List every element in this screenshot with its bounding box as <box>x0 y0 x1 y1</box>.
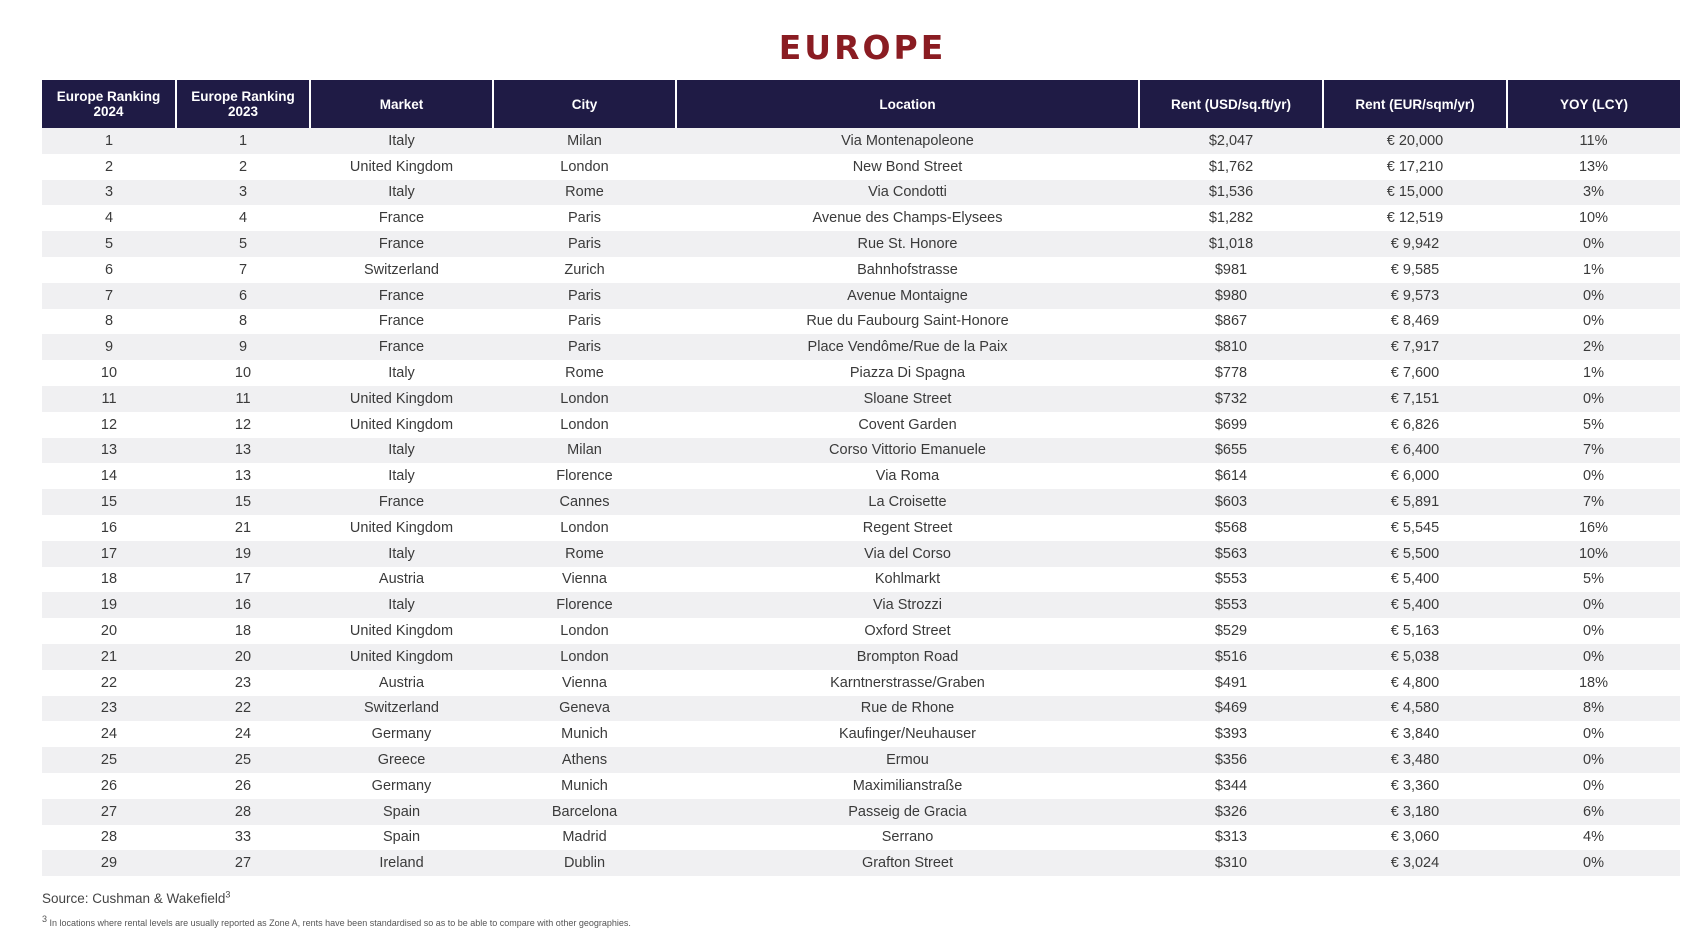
cell-rank-2023: 19 <box>176 541 310 567</box>
table-row <box>42 180 1680 206</box>
cell-location: La Croisette <box>676 489 1139 515</box>
source-text: Source: Cushman & Wakefield <box>42 891 226 906</box>
cell-city: Paris <box>493 231 676 257</box>
cell-city: Vienna <box>493 567 676 593</box>
cell-rent-usd: $516 <box>1139 644 1323 670</box>
cell-market: United Kingdom <box>310 515 493 541</box>
cell-yoy: 0% <box>1507 773 1680 799</box>
cell-location: Covent Garden <box>676 412 1139 438</box>
cell-location: Passeig de Gracia <box>676 799 1139 825</box>
cell-market: Italy <box>310 463 493 489</box>
cell-rank-2024: 2 <box>42 154 176 180</box>
cell-rent-usd: $568 <box>1139 515 1323 541</box>
cell-rank-2023: 6 <box>176 283 310 309</box>
table-row <box>42 334 1680 360</box>
cell-city: Rome <box>493 360 676 386</box>
cell-rent-usd: $981 <box>1139 257 1323 283</box>
table-body <box>42 128 1680 876</box>
cell-rent-usd: $867 <box>1139 309 1323 335</box>
table-row <box>42 515 1680 541</box>
cell-yoy: 0% <box>1507 618 1680 644</box>
cell-city: Athens <box>493 747 676 773</box>
column-header-city: City <box>493 80 676 128</box>
cell-market: Switzerland <box>310 696 493 722</box>
cell-location: Avenue des Champs-Elysees <box>676 205 1139 231</box>
cell-yoy: 0% <box>1507 721 1680 747</box>
cell-city: London <box>493 644 676 670</box>
cell-rent-eur: € 5,400 <box>1323 567 1507 593</box>
cell-rent-eur: € 3,360 <box>1323 773 1507 799</box>
cell-rank-2023: 9 <box>176 334 310 360</box>
cell-rent-eur: € 7,600 <box>1323 360 1507 386</box>
cell-rank-2024: 10 <box>42 360 176 386</box>
cell-rent-eur: € 5,500 <box>1323 541 1507 567</box>
column-header-rent-usd: Rent (USD/sq.ft/yr) <box>1139 80 1323 128</box>
table-row <box>42 386 1680 412</box>
cell-yoy: 0% <box>1507 231 1680 257</box>
cell-location: Place Vendôme/Rue de la Paix <box>676 334 1139 360</box>
cell-yoy: 6% <box>1507 799 1680 825</box>
cell-location: Rue de Rhone <box>676 696 1139 722</box>
cell-city: Vienna <box>493 670 676 696</box>
cell-yoy: 2% <box>1507 334 1680 360</box>
cell-rent-eur: € 6,000 <box>1323 463 1507 489</box>
cell-market: Spain <box>310 825 493 851</box>
cell-location: Via del Corso <box>676 541 1139 567</box>
table-row <box>42 257 1680 283</box>
cell-market: France <box>310 489 493 515</box>
table-row <box>42 670 1680 696</box>
cell-location: Kohlmarkt <box>676 567 1139 593</box>
column-header-yoy: YOY (LCY) <box>1507 80 1680 128</box>
cell-city: London <box>493 154 676 180</box>
cell-location: Via Montenapoleone <box>676 128 1139 154</box>
cell-city: London <box>493 515 676 541</box>
rent-ranking-table <box>42 80 1680 876</box>
cell-city: Paris <box>493 283 676 309</box>
cell-city: Geneva <box>493 696 676 722</box>
cell-yoy: 0% <box>1507 644 1680 670</box>
cell-rent-usd: $1,762 <box>1139 154 1323 180</box>
cell-rent-eur: € 5,038 <box>1323 644 1507 670</box>
column-header-location: Location <box>676 80 1139 128</box>
cell-market: United Kingdom <box>310 154 493 180</box>
cell-city: Rome <box>493 180 676 206</box>
cell-rent-usd: $356 <box>1139 747 1323 773</box>
cell-rent-eur: € 6,826 <box>1323 412 1507 438</box>
cell-rent-eur: € 3,840 <box>1323 721 1507 747</box>
cell-rent-usd: $313 <box>1139 825 1323 851</box>
cell-rent-eur: € 15,000 <box>1323 180 1507 206</box>
cell-city: Munich <box>493 773 676 799</box>
cell-rent-eur: € 4,800 <box>1323 670 1507 696</box>
cell-rent-usd: $614 <box>1139 463 1323 489</box>
cell-city: Zurich <box>493 257 676 283</box>
cell-rent-eur: € 8,469 <box>1323 309 1507 335</box>
cell-rank-2024: 21 <box>42 644 176 670</box>
cell-city: London <box>493 412 676 438</box>
cell-rank-2023: 8 <box>176 309 310 335</box>
cell-market: Italy <box>310 438 493 464</box>
cell-rank-2023: 12 <box>176 412 310 438</box>
cell-location: Via Roma <box>676 463 1139 489</box>
cell-rank-2023: 33 <box>176 825 310 851</box>
cell-city: Milan <box>493 128 676 154</box>
cell-rank-2024: 11 <box>42 386 176 412</box>
table-row <box>42 438 1680 464</box>
cell-market: Italy <box>310 128 493 154</box>
cell-market: United Kingdom <box>310 618 493 644</box>
cell-yoy: 18% <box>1507 670 1680 696</box>
cell-rent-usd: $778 <box>1139 360 1323 386</box>
cell-rank-2024: 3 <box>42 180 176 206</box>
cell-city: Florence <box>493 592 676 618</box>
cell-rent-eur: € 5,400 <box>1323 592 1507 618</box>
cell-rent-usd: $1,536 <box>1139 180 1323 206</box>
cell-location: Avenue Montaigne <box>676 283 1139 309</box>
source-footnote-marker: 3 <box>225 889 231 900</box>
cell-market: United Kingdom <box>310 386 493 412</box>
cell-yoy: 5% <box>1507 567 1680 593</box>
cell-rank-2023: 22 <box>176 696 310 722</box>
cell-market: Ireland <box>310 850 493 876</box>
cell-rank-2024: 18 <box>42 567 176 593</box>
cell-rent-eur: € 3,180 <box>1323 799 1507 825</box>
table-row <box>42 567 1680 593</box>
cell-location: Serrano <box>676 825 1139 851</box>
cell-rent-usd: $344 <box>1139 773 1323 799</box>
footnote <box>42 914 631 928</box>
table-row <box>42 773 1680 799</box>
table-row <box>42 205 1680 231</box>
cell-rent-eur: € 7,917 <box>1323 334 1507 360</box>
cell-city: Cannes <box>493 489 676 515</box>
column-header-market: Market <box>310 80 493 128</box>
cell-location: Rue du Faubourg Saint-Honore <box>676 309 1139 335</box>
cell-location: Sloane Street <box>676 386 1139 412</box>
table-row <box>42 541 1680 567</box>
cell-rank-2023: 17 <box>176 567 310 593</box>
table-row <box>42 721 1680 747</box>
cell-rank-2023: 2 <box>176 154 310 180</box>
cell-city: Barcelona <box>493 799 676 825</box>
cell-rank-2023: 13 <box>176 463 310 489</box>
footnote-text: In locations where rental levels are usually reported as Zone A, rents have been standardised so as to be able to compare with other geographies. <box>47 918 631 928</box>
cell-market: United Kingdom <box>310 412 493 438</box>
table-row <box>42 412 1680 438</box>
cell-rank-2024: 14 <box>42 463 176 489</box>
cell-rank-2024: 13 <box>42 438 176 464</box>
cell-city: Milan <box>493 438 676 464</box>
table-row <box>42 618 1680 644</box>
cell-location: Grafton Street <box>676 850 1139 876</box>
cell-rent-usd: $326 <box>1139 799 1323 825</box>
cell-rank-2024: 8 <box>42 309 176 335</box>
cell-rank-2024: 28 <box>42 825 176 851</box>
cell-market: Italy <box>310 360 493 386</box>
cell-rent-eur: € 5,163 <box>1323 618 1507 644</box>
cell-location: Regent Street <box>676 515 1139 541</box>
cell-rent-eur: € 6,400 <box>1323 438 1507 464</box>
cell-rank-2023: 1 <box>176 128 310 154</box>
column-header-rent-eur: Rent (EUR/sqm/yr) <box>1323 80 1507 128</box>
cell-rank-2024: 5 <box>42 231 176 257</box>
cell-rent-usd: $655 <box>1139 438 1323 464</box>
cell-rank-2024: 29 <box>42 850 176 876</box>
cell-rent-eur: € 9,585 <box>1323 257 1507 283</box>
cell-rent-eur: € 3,060 <box>1323 825 1507 851</box>
cell-rank-2023: 25 <box>176 747 310 773</box>
cell-rank-2024: 27 <box>42 799 176 825</box>
cell-rent-eur: € 17,210 <box>1323 154 1507 180</box>
header-row <box>42 80 1680 128</box>
cell-yoy: 0% <box>1507 747 1680 773</box>
cell-rent-usd: $1,282 <box>1139 205 1323 231</box>
table-row <box>42 463 1680 489</box>
cell-market: Austria <box>310 567 493 593</box>
cell-rent-usd: $2,047 <box>1139 128 1323 154</box>
table-row <box>42 644 1680 670</box>
cell-location: New Bond Street <box>676 154 1139 180</box>
footnote-marker: 3 <box>42 914 48 924</box>
cell-rent-usd: $563 <box>1139 541 1323 567</box>
table-row <box>42 309 1680 335</box>
table-row <box>42 696 1680 722</box>
cell-rank-2024: 6 <box>42 257 176 283</box>
cell-rank-2023: 18 <box>176 618 310 644</box>
cell-yoy: 10% <box>1507 541 1680 567</box>
table-row <box>42 850 1680 876</box>
cell-rent-usd: $980 <box>1139 283 1323 309</box>
cell-rent-eur: € 12,519 <box>1323 205 1507 231</box>
cell-city: London <box>493 618 676 644</box>
cell-rank-2023: 3 <box>176 180 310 206</box>
cell-yoy: 7% <box>1507 489 1680 515</box>
cell-rent-eur: € 3,024 <box>1323 850 1507 876</box>
cell-location: Bahnhofstrasse <box>676 257 1139 283</box>
cell-yoy: 11% <box>1507 128 1680 154</box>
table-row <box>42 154 1680 180</box>
cell-rent-usd: $603 <box>1139 489 1323 515</box>
cell-market: Greece <box>310 747 493 773</box>
cell-yoy: 0% <box>1507 283 1680 309</box>
cell-city: Paris <box>493 334 676 360</box>
cell-rank-2024: 9 <box>42 334 176 360</box>
cell-rank-2024: 7 <box>42 283 176 309</box>
cell-city: Dublin <box>493 850 676 876</box>
cell-city: Madrid <box>493 825 676 851</box>
cell-rank-2023: 10 <box>176 360 310 386</box>
cell-city: London <box>493 386 676 412</box>
cell-location: Karntnerstrasse/Graben <box>676 670 1139 696</box>
cell-yoy: 13% <box>1507 154 1680 180</box>
table-row <box>42 283 1680 309</box>
table-row <box>42 489 1680 515</box>
cell-rank-2023: 27 <box>176 850 310 876</box>
cell-rank-2023: 20 <box>176 644 310 670</box>
cell-rank-2024: 22 <box>42 670 176 696</box>
cell-location: Via Condotti <box>676 180 1139 206</box>
table-row <box>42 592 1680 618</box>
cell-yoy: 3% <box>1507 180 1680 206</box>
cell-market: Spain <box>310 799 493 825</box>
cell-yoy: 1% <box>1507 360 1680 386</box>
cell-yoy: 10% <box>1507 205 1680 231</box>
cell-yoy: 0% <box>1507 386 1680 412</box>
cell-market: Germany <box>310 721 493 747</box>
table-row <box>42 747 1680 773</box>
cell-rank-2023: 16 <box>176 592 310 618</box>
table-row <box>42 128 1680 154</box>
cell-rank-2023: 23 <box>176 670 310 696</box>
cell-rent-usd: $553 <box>1139 592 1323 618</box>
cell-rent-eur: € 5,891 <box>1323 489 1507 515</box>
cell-city: Florence <box>493 463 676 489</box>
cell-rank-2024: 16 <box>42 515 176 541</box>
cell-rank-2023: 13 <box>176 438 310 464</box>
cell-yoy: 7% <box>1507 438 1680 464</box>
table-row <box>42 360 1680 386</box>
cell-rent-eur: € 7,151 <box>1323 386 1507 412</box>
cell-rank-2024: 15 <box>42 489 176 515</box>
cell-rent-usd: $310 <box>1139 850 1323 876</box>
cell-rent-usd: $1,018 <box>1139 231 1323 257</box>
cell-rent-usd: $699 <box>1139 412 1323 438</box>
cell-rank-2023: 26 <box>176 773 310 799</box>
cell-yoy: 1% <box>1507 257 1680 283</box>
cell-market: France <box>310 283 493 309</box>
cell-rent-eur: € 5,545 <box>1323 515 1507 541</box>
source-note <box>42 891 230 906</box>
cell-rent-eur: € 9,942 <box>1323 231 1507 257</box>
cell-location: Oxford Street <box>676 618 1139 644</box>
cell-rank-2024: 25 <box>42 747 176 773</box>
cell-market: France <box>310 334 493 360</box>
cell-city: Paris <box>493 205 676 231</box>
cell-market: Italy <box>310 541 493 567</box>
cell-rank-2023: 11 <box>176 386 310 412</box>
cell-location: Rue St. Honore <box>676 231 1139 257</box>
cell-rent-usd: $732 <box>1139 386 1323 412</box>
cell-market: Germany <box>310 773 493 799</box>
cell-rent-eur: € 3,480 <box>1323 747 1507 773</box>
cell-market: United Kingdom <box>310 644 493 670</box>
cell-rent-usd: $393 <box>1139 721 1323 747</box>
cell-rent-usd: $469 <box>1139 696 1323 722</box>
cell-market: Switzerland <box>310 257 493 283</box>
cell-yoy: 16% <box>1507 515 1680 541</box>
cell-location: Corso Vittorio Emanuele <box>676 438 1139 464</box>
page-title: EUROPE <box>778 28 947 67</box>
table-row <box>42 799 1680 825</box>
cell-location: Ermou <box>676 747 1139 773</box>
cell-yoy: 0% <box>1507 592 1680 618</box>
cell-rent-usd: $529 <box>1139 618 1323 644</box>
cell-market: Austria <box>310 670 493 696</box>
cell-rank-2024: 24 <box>42 721 176 747</box>
cell-location: Piazza Di Spagna <box>676 360 1139 386</box>
cell-rank-2024: 17 <box>42 541 176 567</box>
cell-yoy: 0% <box>1507 850 1680 876</box>
cell-rent-usd: $491 <box>1139 670 1323 696</box>
cell-rank-2024: 4 <box>42 205 176 231</box>
cell-market: Italy <box>310 592 493 618</box>
cell-location: Via Strozzi <box>676 592 1139 618</box>
cell-rank-2023: 4 <box>176 205 310 231</box>
cell-location: Brompton Road <box>676 644 1139 670</box>
column-header-rank-2023: Europe Ranking 2023 <box>176 80 310 128</box>
cell-location: Maximilianstraße <box>676 773 1139 799</box>
cell-rent-eur: € 9,573 <box>1323 283 1507 309</box>
cell-rank-2024: 20 <box>42 618 176 644</box>
cell-rank-2023: 15 <box>176 489 310 515</box>
cell-yoy: 5% <box>1507 412 1680 438</box>
cell-city: Paris <box>493 309 676 335</box>
cell-rank-2024: 1 <box>42 128 176 154</box>
table-row <box>42 825 1680 851</box>
cell-yoy: 0% <box>1507 309 1680 335</box>
cell-market: Italy <box>310 180 493 206</box>
cell-rank-2024: 12 <box>42 412 176 438</box>
cell-rank-2023: 21 <box>176 515 310 541</box>
cell-rent-eur: € 4,580 <box>1323 696 1507 722</box>
cell-rank-2023: 28 <box>176 799 310 825</box>
cell-market: France <box>310 309 493 335</box>
cell-rank-2024: 23 <box>42 696 176 722</box>
cell-market: France <box>310 231 493 257</box>
cell-yoy: 0% <box>1507 463 1680 489</box>
cell-rank-2023: 5 <box>176 231 310 257</box>
cell-rent-eur: € 20,000 <box>1323 128 1507 154</box>
cell-rent-usd: $553 <box>1139 567 1323 593</box>
cell-rent-usd: $810 <box>1139 334 1323 360</box>
cell-yoy: 4% <box>1507 825 1680 851</box>
table-row <box>42 231 1680 257</box>
cell-rank-2024: 26 <box>42 773 176 799</box>
cell-yoy: 8% <box>1507 696 1680 722</box>
cell-rank-2024: 19 <box>42 592 176 618</box>
cell-market: France <box>310 205 493 231</box>
table-header <box>42 80 1680 128</box>
cell-location: Kaufinger/Neuhauser <box>676 721 1139 747</box>
cell-city: Munich <box>493 721 676 747</box>
cell-rank-2023: 24 <box>176 721 310 747</box>
column-header-rank-2024: Europe Ranking 2024 <box>42 80 176 128</box>
cell-city: Rome <box>493 541 676 567</box>
cell-rank-2023: 7 <box>176 257 310 283</box>
